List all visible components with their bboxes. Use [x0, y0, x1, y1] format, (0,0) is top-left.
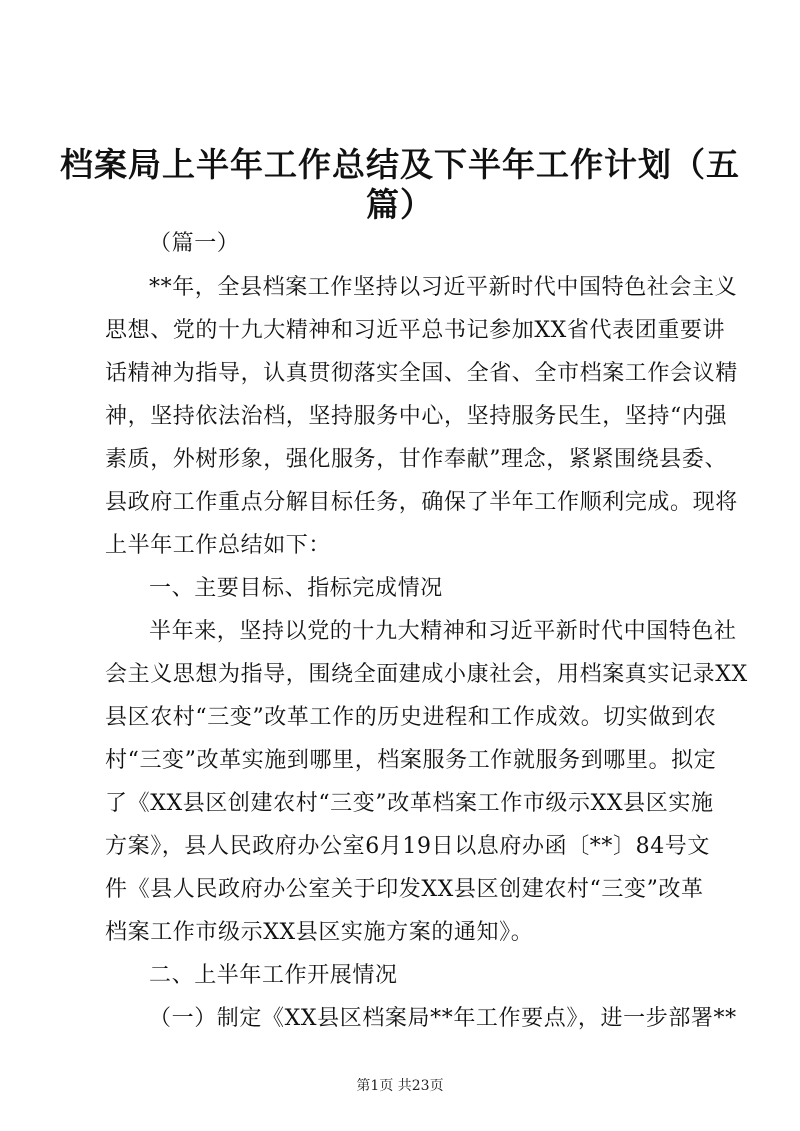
section-heading: 一、主要目标、指标完成情况	[149, 576, 443, 601]
paragraph-line: 县区农村“三变”改革工作的历史进程和工作成效。切实做到农	[105, 705, 717, 730]
page-number-footer: 第1页 共23页	[356, 1078, 444, 1094]
paragraph-line: 素质，外树形象，强化服务，甘作奉献”理念，紧紧围绕县委、	[105, 447, 728, 472]
paragraph-line: 县政府工作重点分解目标任务，确保了半年工作顺利完成。现将	[105, 490, 738, 515]
paragraph-line: 半年来，坚持以党的十九大精神和习近平新时代中国特色社	[149, 619, 737, 644]
paragraph-line: 方案》，县人民政府办公室6月19日以息府办函〔**〕84号文	[105, 834, 710, 859]
paragraph-line: 神，坚持依法治档，坚持服务中心，坚持服务民生，坚持“内强	[105, 404, 728, 429]
section-label-part-one: （篇一）	[149, 231, 240, 256]
paragraph-line: 村“三变”改革实施到哪里，档案服务工作就服务到哪里。拟定	[105, 748, 717, 773]
document-title-line-1: 档案局上半年工作总结及下半年工作计划（五	[60, 145, 740, 184]
document-title-line-2: 篇）	[366, 185, 434, 224]
paragraph-line: 上半年工作总结如下：	[105, 533, 332, 558]
paragraph-line: （一）制定《XX县区档案局**年工作要点》，进一步部署**	[149, 1006, 737, 1031]
paragraph-line: 会主义思想为指导，围绕全面建成小康社会，用档案真实记录XX	[105, 662, 748, 687]
paragraph-line: 了《XX县区创建农村“三变”改革档案工作市级示XX县区实施	[105, 791, 714, 816]
paragraph-line: **年，全县档案工作坚持以习近平新时代中国特色社会主义	[149, 275, 738, 300]
section-heading: 二、上半年工作开展情况	[149, 963, 398, 988]
paragraph-line: 思想、党的十九大精神和习近平总书记参加XX省代表团重要讲	[105, 318, 726, 343]
paragraph-line: 档案工作市级示XX县区实施方案的通知》。	[105, 920, 534, 945]
paragraph-line: 话精神为指导，认真贯彻落实全国、全省、全市档案工作会议精	[105, 361, 738, 386]
paragraph-line: 件《县人民政府办公室关于印发XX县区创建农村“三变”改革	[105, 877, 704, 902]
